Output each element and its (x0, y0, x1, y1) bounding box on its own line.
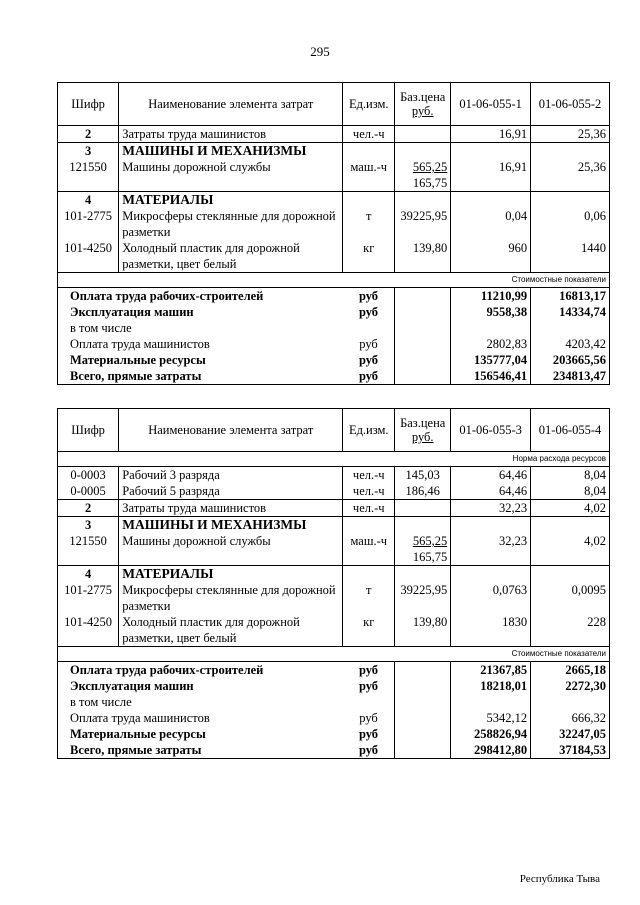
summary-row: Оплата труда машинистов руб 5342,12 666,32 (58, 710, 610, 726)
table-row: 101-4250 Холодный пластик для дорожной разметки, цвет белый кг 139,80 960 1440 (58, 240, 610, 273)
table-row: 101-2775 Микросферы стеклянные для дорожной разметки т 39225,95 0,04 0,06 (58, 208, 610, 240)
summary-row: Эксплуатация машин руб 9558,38 14334,74 (58, 304, 610, 320)
header-base-price: Баз.цена руб. (395, 409, 451, 452)
page-number: 295 (310, 44, 330, 59)
summary-row: Оплата труда рабочих-строителей руб 21367,85 2665,18 (58, 662, 610, 679)
summary-row: Всего, прямые затраты руб 298412,80 37184,53 (58, 742, 610, 759)
header-col-b: 01-06-055-4 (531, 409, 610, 452)
header-base-price: Баз.цена руб. (395, 83, 451, 126)
section-row-materials: 4 МАТЕРИАЛЫ (58, 566, 610, 583)
section-row-materials: 4 МАТЕРИАЛЫ (58, 192, 610, 209)
header-col-b: 01-06-055-2 (531, 83, 610, 126)
table-row: 101-4250 Холодный пластик для дорожной разметки, цвет белый кг 139,80 1830 228 (58, 614, 610, 647)
cost-indicators-label: Стоимостные показатели (58, 647, 610, 662)
header-name: Наименование элемента затрат (119, 83, 343, 126)
summary-row: Оплата труда рабочих-строителей руб 11210,99 16813,17 (58, 288, 610, 305)
norm-label: Норма расхода ресурсов (58, 452, 610, 467)
header-code: Шифр (58, 409, 119, 452)
summary-row: Материальные ресурсы руб 135777,04 203665,56 (58, 352, 610, 368)
footer-region: Республика Тыва (519, 873, 600, 885)
cost-indicators-label-row (58, 273, 610, 288)
header-unit: Ед.изм. (343, 83, 395, 126)
table-row: 2 Затраты труда машинистов чел.-ч 16,91 25,36 (58, 126, 610, 143)
estimate-table-1 (57, 82, 610, 385)
header-name: Наименование элемента затрат (119, 409, 343, 452)
header-col-a: 01-06-055-3 (451, 409, 531, 452)
summary-row: Всего, прямые затраты руб 156546,41 234813,47 (58, 368, 610, 385)
table-row: 0-0005 Рабочий 5 разряда чел.-ч 186,46 64,46 8,04 (58, 483, 610, 500)
cost-indicators-label-row (58, 647, 610, 662)
summary-row: Оплата труда машинистов руб 2802,83 4203,42 (58, 336, 610, 352)
table-header (58, 409, 610, 452)
summary-row: в том числе (58, 320, 610, 336)
table-row: 121550 Машины дорожной службы маш.-ч 565,25 165,75 16,91 25,36 (58, 159, 610, 192)
table-row: 121550 Машины дорожной службы маш.-ч 565,25 165,75 32,23 4,02 (58, 533, 610, 566)
norm-label-row (58, 452, 610, 467)
header-code: Шифр (58, 83, 119, 126)
cost-indicators-label: Стоимостные показатели (58, 273, 610, 288)
section-row-machines: 3 МАШИНЫ И МЕХАНИЗМЫ (58, 517, 610, 534)
table-row: 101-2775 Микросферы стеклянные для дорожной разметки т 39225,95 0,0763 0,0095 (58, 582, 610, 614)
table-header (58, 83, 610, 126)
summary-row: в том числе (58, 694, 610, 710)
table-row: 0-0003 Рабочий 3 разряда чел.-ч 145,03 64,46 8,04 (58, 467, 610, 484)
section-row-machines: 3 МАШИНЫ И МЕХАНИЗМЫ (58, 143, 610, 160)
table-row: 2 Затраты труда машинистов чел.-ч 32,23 4,02 (58, 500, 610, 517)
summary-row: Материальные ресурсы руб 258826,94 32247,05 (58, 726, 610, 742)
summary-row: Эксплуатация машин руб 18218,01 2272,30 (58, 678, 610, 694)
estimate-table-2 (57, 408, 610, 759)
header-unit: Ед.изм. (343, 409, 395, 452)
header-col-a: 01-06-055-1 (451, 83, 531, 126)
